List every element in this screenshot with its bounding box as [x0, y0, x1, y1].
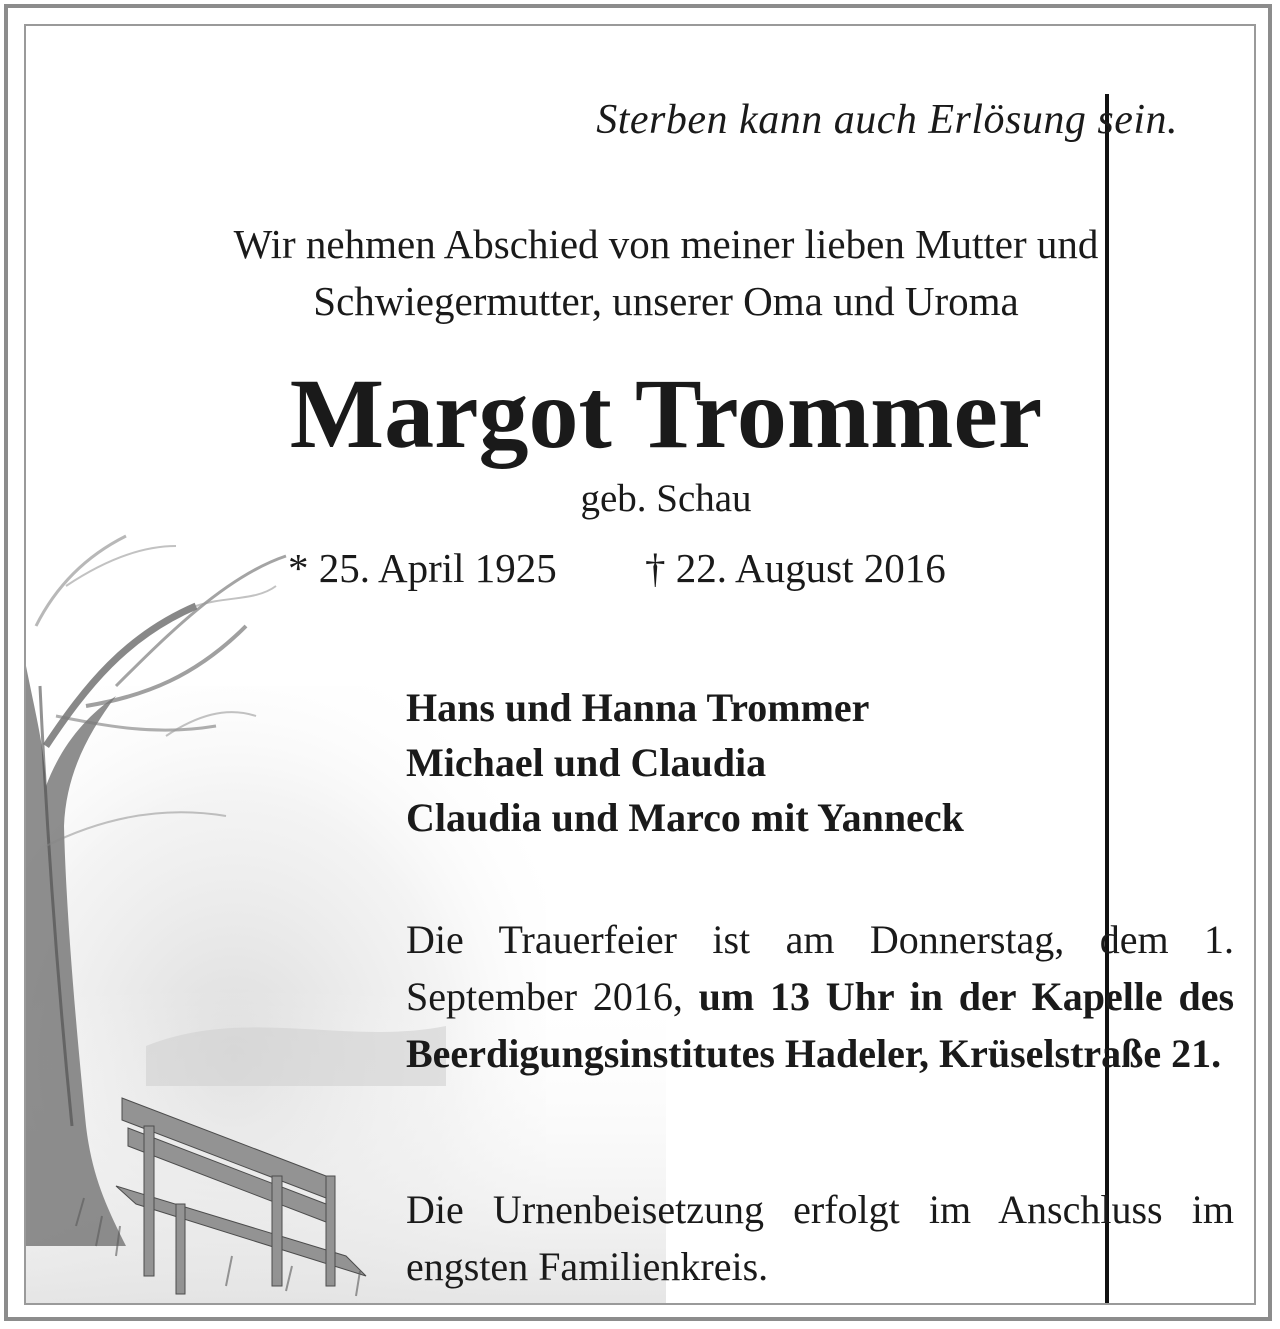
service-text-plain: Die Trauerfeier ist am Donnerstag, dem 1. September 2016, [406, 917, 1234, 1019]
intro-line-2: Schwiegermutter, unserer Oma und Uroma [313, 278, 1019, 324]
intro-text [126, 216, 1206, 330]
birth-name: geb. Schau [580, 477, 752, 520]
burial-text: Die Urnenbeisetzung erfolgt im Anschluss im engsten Familienkreis. [406, 1187, 1234, 1289]
motto: Sterben kann auch Erlösung sein. [596, 97, 1178, 143]
deceased-name: Margot Trommer [289, 358, 1043, 469]
life-dates [288, 544, 946, 592]
funeral-service-text [406, 911, 1234, 1082]
intro-line-1: Wir nehmen Abschied von meiner lieben Mutter und [233, 221, 1099, 267]
notice-frame [24, 24, 1256, 1305]
birth-date: * 25. April 1925 [288, 545, 557, 591]
mourner-entry: Hans und Hanna Trommer [406, 685, 870, 730]
mourner-entry: Michael und Claudia [406, 740, 767, 785]
service-text-bold: um 13 Uhr in der Kapelle des Beerdigungsinstitutes Hadeler, Krüselstraße 21. [406, 974, 1235, 1076]
death-date: † 22. August 2016 [645, 545, 946, 591]
mourner-entry: Claudia und Marco mit Yanneck [406, 795, 964, 840]
mourners-list [406, 680, 964, 845]
